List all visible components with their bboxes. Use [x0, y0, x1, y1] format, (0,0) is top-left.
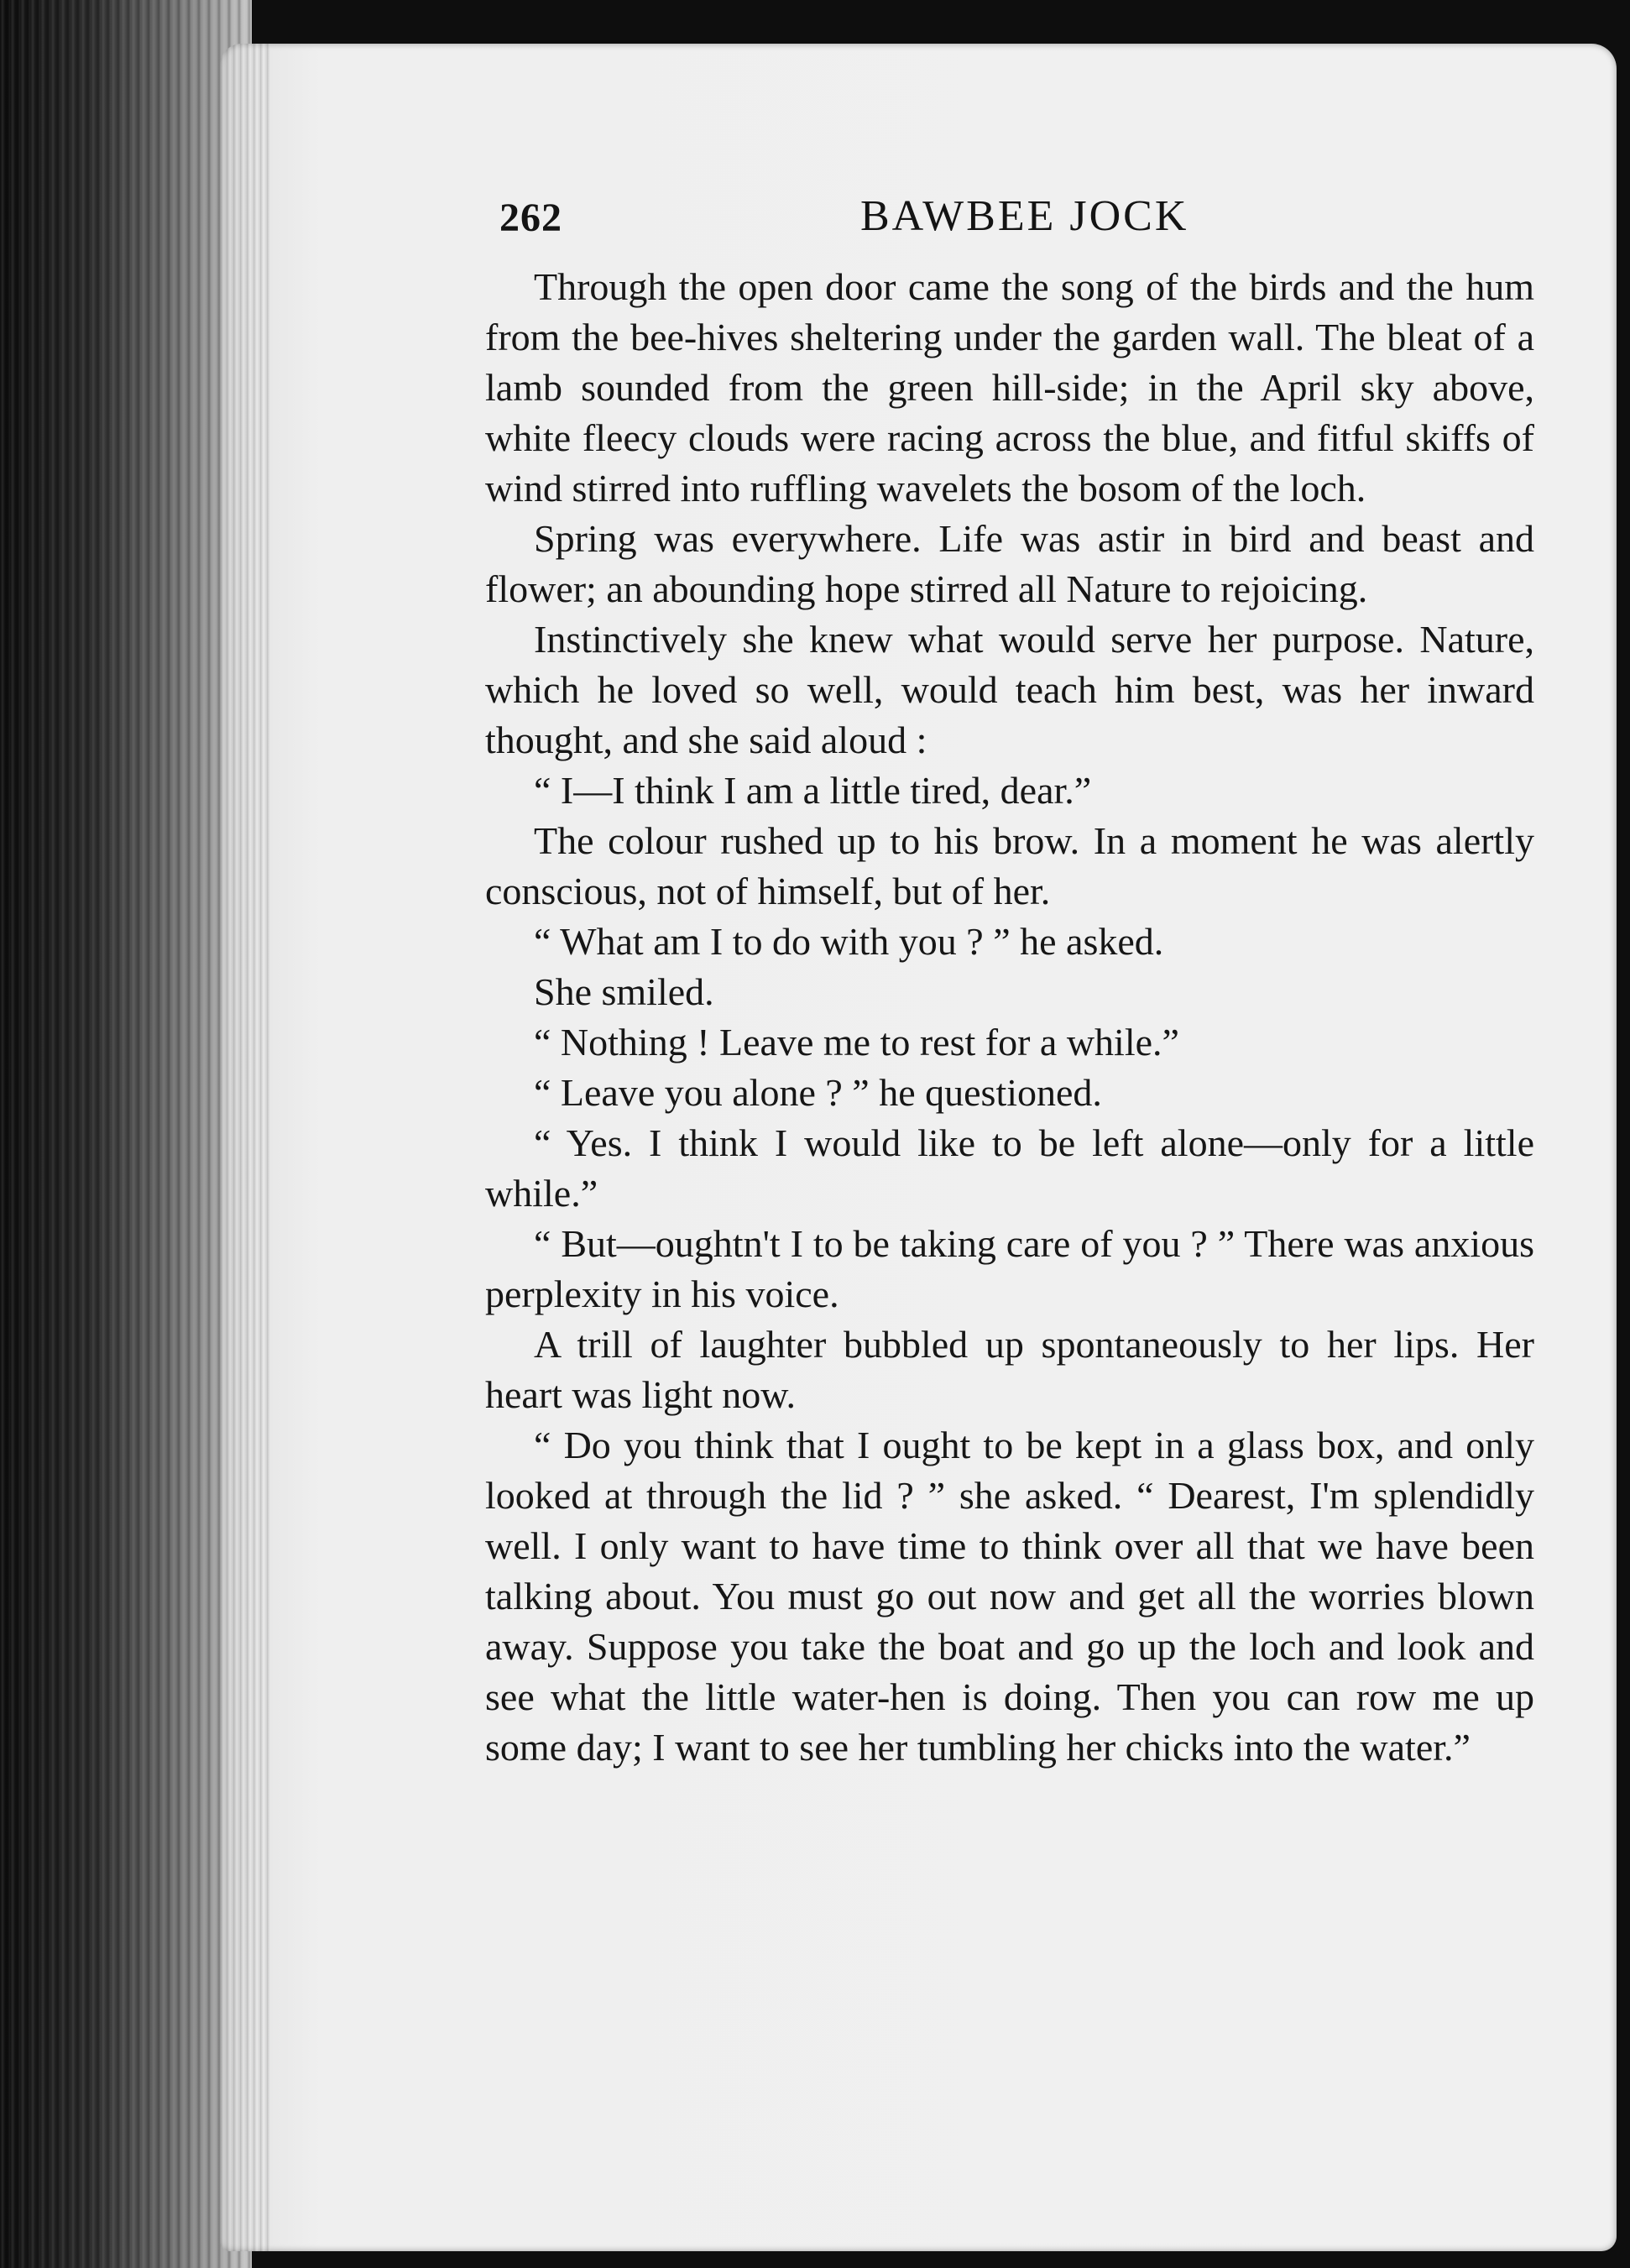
page-gutter-shade [220, 44, 270, 2251]
paragraph: “ What am I to do with you ? ” he asked. [534, 920, 1164, 963]
paragraph: “ Yes. I think I would like to be left alone—only for a little while.” [485, 1121, 1534, 1215]
text-body [485, 262, 1534, 1773]
paragraph: A trill of laughter bubbled up spontaneously to her lips. Her heart was light now. [485, 1323, 1534, 1416]
paragraph: The colour rushed up to his brow. In a moment he was alertly conscious, not of himself, but of her. [485, 819, 1534, 912]
page-number: 262 [499, 196, 562, 240]
paragraph: “ Nothing ! Leave me to rest for a while.” [534, 1021, 1179, 1063]
paragraph: “ Do you think that I ought to be kept in a glass box, and only looked at through the lid ? ” she asked. “ Dearest, I'm splendidly well. I only want to have time to think over all that we have been talking about. You must go out now and get all the worries blown away. Suppose you take the boat and go up the loch and look and see what the little water-hen is doing. Then you can row me up some day; I want to see her tumbling her chicks into the water.” [485, 1424, 1534, 1769]
running-head [499, 191, 1523, 250]
paragraph: “ But—oughtn't I to be taking care of you ? ” There was anxious perplexity in his voice. [485, 1222, 1534, 1315]
paragraph: “ Leave you alone ? ” he questioned. [534, 1071, 1102, 1114]
paragraph: Spring was everywhere. Life was astir in bird and beast and flower; an abounding hope stirred all Nature to rejoicing. [485, 517, 1534, 610]
paragraph: Instinctively she knew what would serve her purpose. Nature, which he loved so well, would teach him best, was her inward thought, and she said aloud : [485, 618, 1534, 761]
book-title: BAWBEE JOCK [860, 192, 1189, 240]
paragraph: “ I—I think I am a little tired, dear.” [534, 769, 1092, 812]
paragraph: She smiled. [534, 970, 714, 1013]
book-binding-edge [0, 0, 252, 2268]
paragraph: Through the open door came the song of the birds and the hum from the bee-hives sheltering under the garden wall. The bleat of a lamb sounded from the green hill-side; in the April sky above, white fleecy clouds were racing across the blue, and fitful skiffs of wind stirred into ruffling wavelets the bosom of the loch. [485, 265, 1534, 510]
